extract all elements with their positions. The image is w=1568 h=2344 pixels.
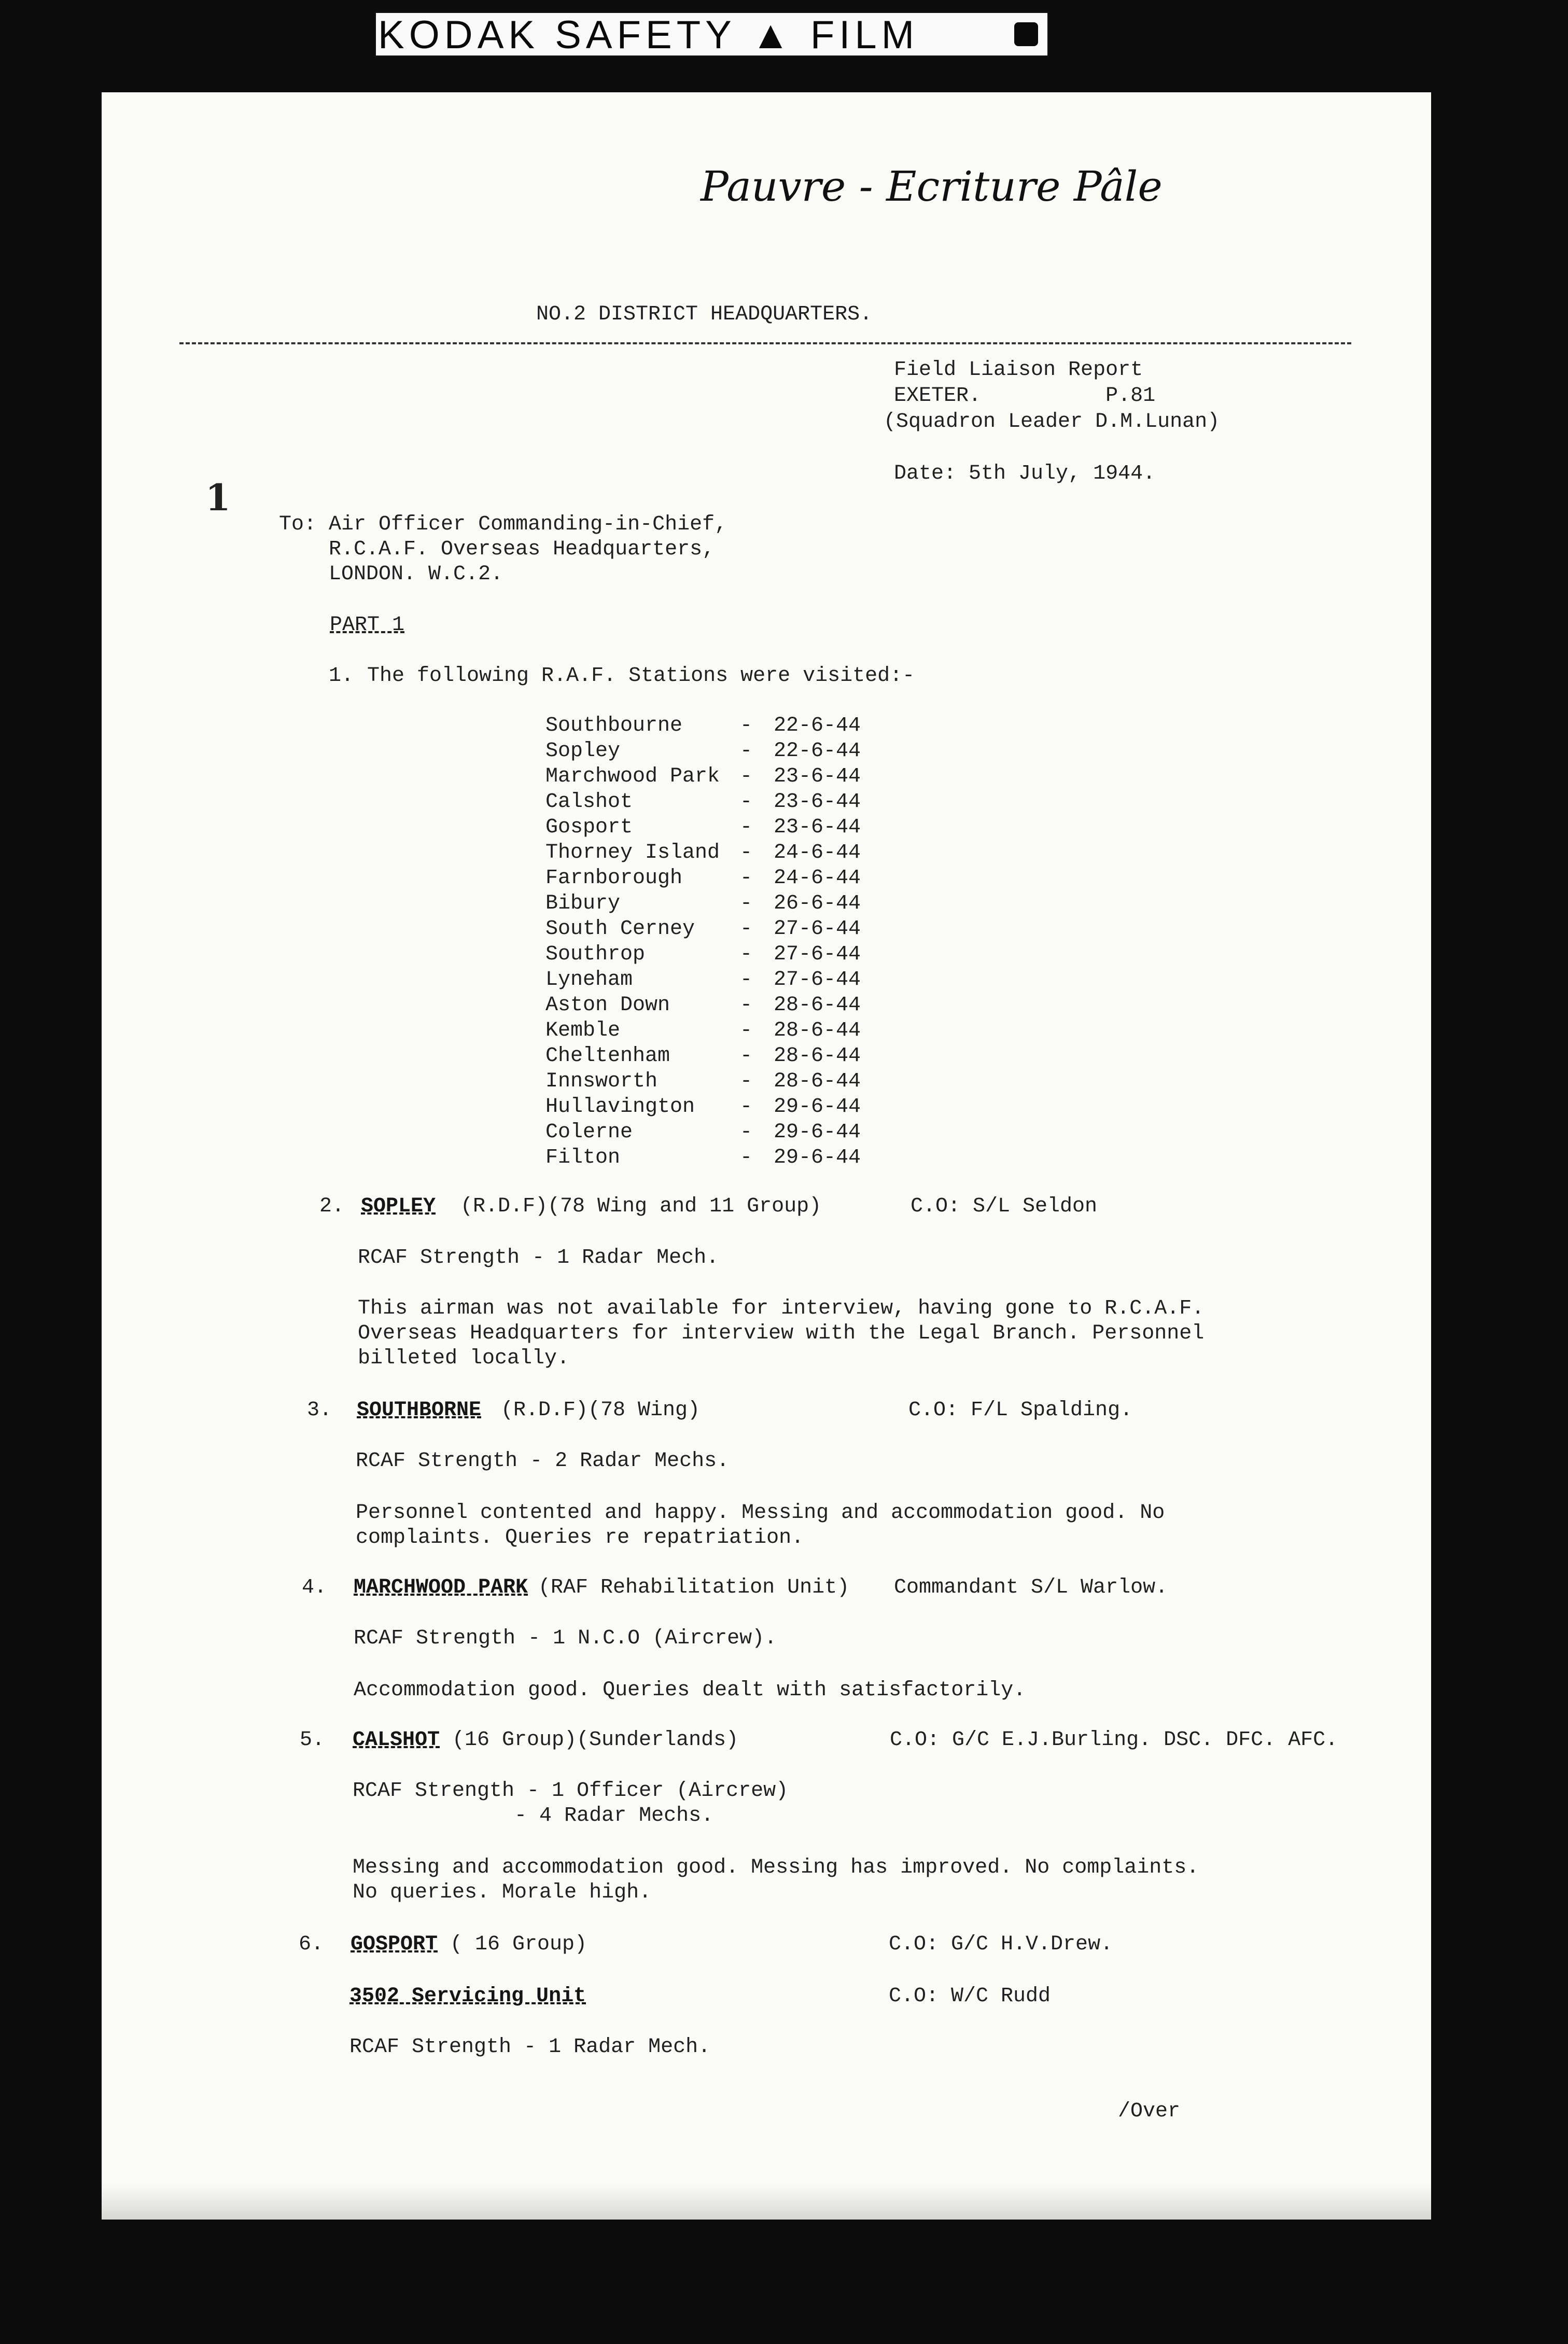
part-heading: PART 1 xyxy=(330,613,405,637)
station-name: Calshot xyxy=(545,790,633,814)
station-date: 27-6-44 xyxy=(774,968,861,992)
station-name: Filton xyxy=(545,1146,621,1169)
station-date: 22-6-44 xyxy=(774,714,861,737)
item-4-detail: (RAF Rehabilitation Unit) xyxy=(538,1576,850,1599)
station-dash: - xyxy=(740,841,753,864)
station-date: 28-6-44 xyxy=(774,1019,861,1042)
item-4-strength: RCAF Strength - 1 N.C.O (Aircrew). xyxy=(354,1627,777,1650)
scan-edge xyxy=(102,2183,1431,2220)
item-4-station: MARCHWOOD PARK xyxy=(354,1576,528,1599)
station-name: Colerne xyxy=(545,1121,633,1144)
item-2-detail: (R.D.F)(78 Wing and 11 Group) xyxy=(460,1195,822,1218)
item-2-body-2: Overseas Headquarters for interview with the Legal Branch. Personnel xyxy=(358,1322,1205,1345)
station-dash: - xyxy=(740,714,753,737)
document-page xyxy=(102,92,1431,2220)
station-date: 23-6-44 xyxy=(774,790,861,814)
station-date: 29-6-44 xyxy=(774,1095,861,1119)
item-1-text: The following R.A.F. Stations were visited:- xyxy=(367,664,915,688)
item-3-station: SOUTHBORNE xyxy=(357,1399,482,1422)
item-5-body-2: No queries. Morale high. xyxy=(353,1881,652,1904)
station-dash: - xyxy=(740,816,753,839)
address-line-2: R.C.A.F. Overseas Headquarters, xyxy=(279,538,715,561)
item-6-number: 6. xyxy=(299,1933,324,1956)
station-name: Innsworth xyxy=(545,1070,658,1093)
station-date: 24-6-44 xyxy=(774,841,861,864)
station-dash: - xyxy=(740,917,753,941)
dashed-divider xyxy=(179,342,1351,344)
item-2-body-1: This airman was not available for interview, having gone to R.C.A.F. xyxy=(358,1297,1205,1320)
address-line-1: To: Air Officer Commanding-in-Chief, xyxy=(279,513,727,536)
station-dash: - xyxy=(740,790,753,814)
station-date: 27-6-44 xyxy=(774,917,861,941)
item-5-strength-2: - 4 Radar Mechs. xyxy=(353,1804,714,1827)
item-2-body-3: billeted locally. xyxy=(358,1347,570,1370)
item-3-co: C.O: F/L Spalding. xyxy=(908,1399,1133,1422)
station-dash: - xyxy=(740,1095,753,1119)
station-date: 24-6-44 xyxy=(774,867,861,890)
station-name: Sopley xyxy=(545,740,621,763)
district-title: NO.2 DISTRICT HEADQUARTERS. xyxy=(536,303,873,326)
item-6-unit: 3502 Servicing Unit xyxy=(349,1985,586,2008)
item-6-station: GOSPORT xyxy=(351,1933,438,1956)
item-3-strength: RCAF Strength - 2 Radar Mechs. xyxy=(356,1449,730,1473)
station-date: 23-6-44 xyxy=(774,816,861,839)
item-2-station: SOPLEY xyxy=(361,1195,436,1218)
station-dash: - xyxy=(740,740,753,763)
item-5-co: C.O: G/C E.J.Burling. DSC. DFC. AFC. xyxy=(890,1728,1338,1752)
film-label-text: KODAK SAFETY ▲ FILM xyxy=(378,13,919,57)
item-4-number: 4. xyxy=(302,1576,327,1599)
film-label xyxy=(374,11,1049,57)
item-5-station: CALSHOT xyxy=(353,1728,440,1752)
station-dash: - xyxy=(740,1070,753,1093)
station-dash: - xyxy=(740,1019,753,1042)
report-line-2: EXETER. P.81 xyxy=(894,384,1156,408)
station-dash: - xyxy=(740,994,753,1017)
item-5-detail: (16 Group)(Sunderlands) xyxy=(452,1728,739,1752)
item-3-number: 3. xyxy=(307,1399,332,1422)
item-6-strength: RCAF Strength - 1 Radar Mech. xyxy=(349,2035,711,2059)
station-name: Lyneham xyxy=(545,968,633,992)
film-square-icon xyxy=(1014,22,1038,46)
item-5-strength-1: RCAF Strength - 1 Officer (Aircrew) xyxy=(353,1779,789,1803)
station-name: Gosport xyxy=(545,816,633,839)
station-name: Kemble xyxy=(545,1019,621,1042)
item-6-detail: ( 16 Group) xyxy=(450,1933,587,1956)
item-3-body-2: complaints. Queries re repatriation. xyxy=(356,1526,804,1550)
station-name: Aston Down xyxy=(545,994,670,1017)
station-name: Southrop xyxy=(545,943,646,966)
report-line-1: Field Liaison Report xyxy=(894,358,1143,382)
station-dash: - xyxy=(740,892,753,915)
station-name: Marchwood Park xyxy=(545,765,720,788)
report-line-3: (Squadron Leader D.M.Lunan) xyxy=(884,410,1220,434)
item-4-body-1: Accommodation good. Queries dealt with satisfactorily. xyxy=(354,1679,1026,1702)
station-name: Hullavington xyxy=(545,1095,695,1119)
item-2-strength: RCAF Strength - 1 Radar Mech. xyxy=(358,1246,719,1269)
address-line-3: LONDON. W.C.2. xyxy=(279,563,503,586)
station-name: Southbourne xyxy=(545,714,683,737)
station-name: Thorney Island xyxy=(545,841,720,864)
handwritten-note: Pauvre - Ecriture Pâle xyxy=(701,162,1163,211)
station-date: 28-6-44 xyxy=(774,1044,861,1068)
item-6-co: C.O: G/C H.V.Drew. xyxy=(889,1933,1113,1956)
item-3-body-1: Personnel contented and happy. Messing and accommodation good. No xyxy=(356,1501,1165,1525)
item-3-detail: (R.D.F)(78 Wing) xyxy=(501,1399,701,1422)
station-dash: - xyxy=(740,943,753,966)
station-date: 28-6-44 xyxy=(774,1070,861,1093)
station-dash: - xyxy=(740,1121,753,1144)
station-dash: - xyxy=(740,867,753,890)
station-date: 28-6-44 xyxy=(774,994,861,1017)
report-date: Date: 5th July, 1944. xyxy=(894,462,1156,485)
station-date: 26-6-44 xyxy=(774,892,861,915)
item-2-co: C.O: S/L Seldon xyxy=(911,1195,1098,1218)
station-dash: - xyxy=(740,765,753,788)
item-2-number: 2. xyxy=(319,1195,345,1218)
station-name: Cheltenham xyxy=(545,1044,670,1068)
item-5-number: 5. xyxy=(300,1728,325,1752)
margin-mark: 1 xyxy=(205,476,231,519)
item-5-body-1: Messing and accommodation good. Messing has improved. No complaints. xyxy=(353,1856,1199,1879)
station-name: Bibury xyxy=(545,892,621,915)
station-date: 22-6-44 xyxy=(774,740,861,763)
station-date: 23-6-44 xyxy=(774,765,861,788)
station-date: 29-6-44 xyxy=(774,1121,861,1144)
station-name: South Cerney xyxy=(545,917,695,941)
item-1-number: 1. xyxy=(329,664,354,688)
station-name: Farnborough xyxy=(545,867,683,890)
station-dash: - xyxy=(740,1044,753,1068)
station-dash: - xyxy=(740,968,753,992)
item-4-co: Commandant S/L Warlow. xyxy=(894,1576,1168,1599)
station-date: 27-6-44 xyxy=(774,943,861,966)
station-date: 29-6-44 xyxy=(774,1146,861,1169)
station-dash: - xyxy=(740,1146,753,1169)
page-footer-over: /Over xyxy=(1118,2100,1181,2123)
item-6-unit-co: C.O: W/C Rudd xyxy=(889,1985,1051,2008)
